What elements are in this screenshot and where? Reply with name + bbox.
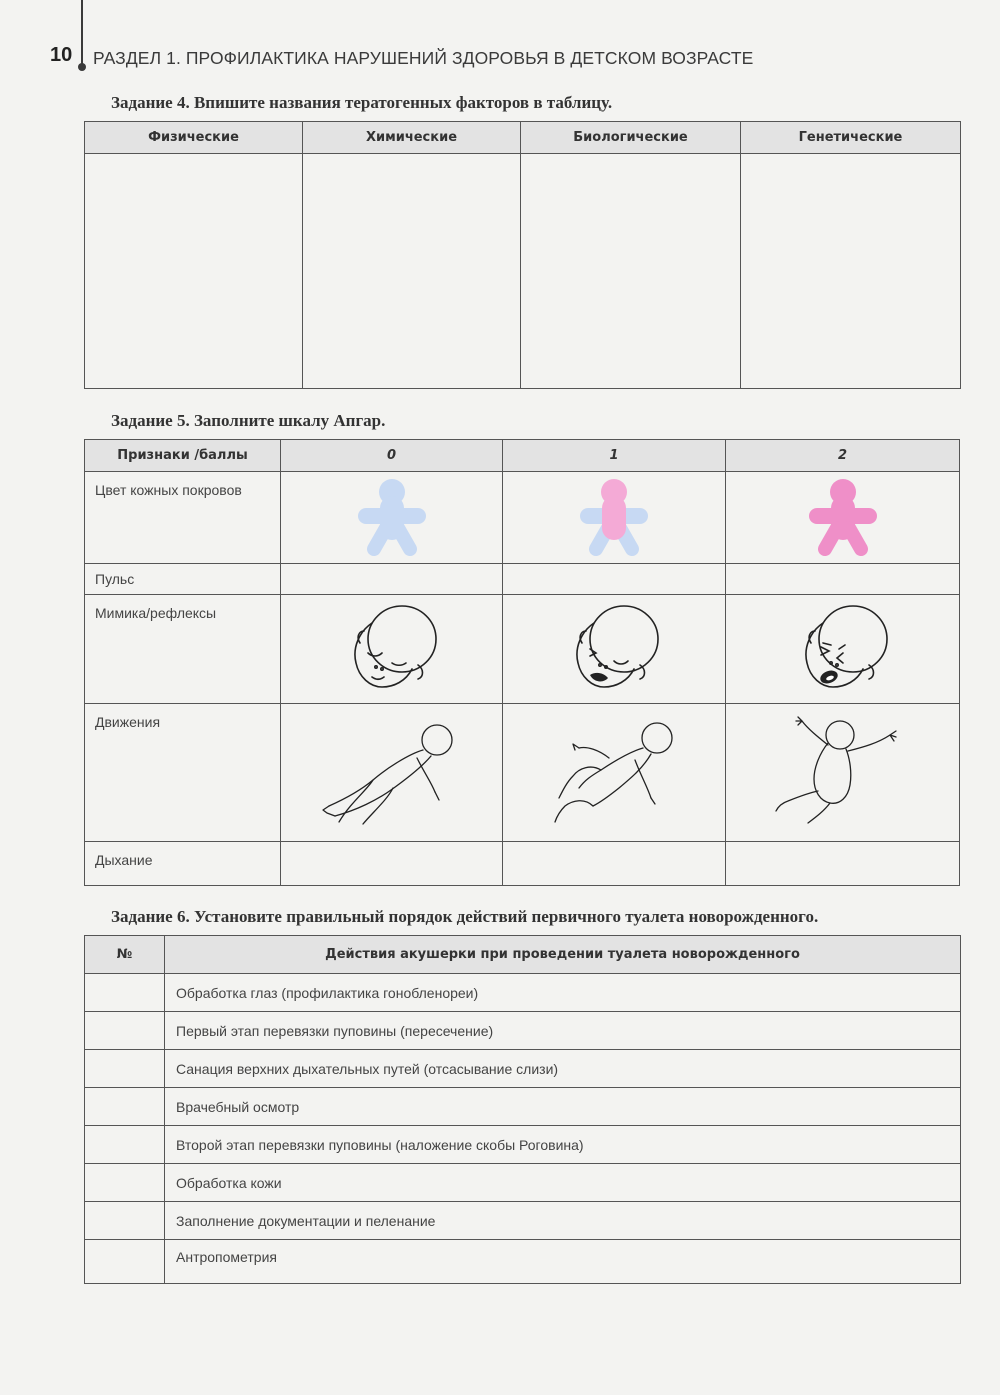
cell-reflex-2 <box>726 595 960 704</box>
table-row <box>85 1202 961 1240</box>
col-header-number: № <box>85 936 165 974</box>
col-header-biological: Биологические <box>521 122 741 154</box>
apgar-table <box>84 439 960 886</box>
col-header-chemical: Химические <box>303 122 521 154</box>
active-baby-icon <box>768 713 918 833</box>
order-number-cell[interactable] <box>85 1164 165 1202</box>
pink-baby-figure-icon <box>803 478 883 558</box>
table-row <box>85 842 960 886</box>
action-cell: Врачебный осмотр <box>165 1088 961 1126</box>
cell-pulse-0[interactable] <box>281 564 503 595</box>
row-label-breathing: Дыхание <box>85 842 281 886</box>
table-row <box>85 1088 961 1126</box>
cell-skin-0 <box>281 472 503 564</box>
action-cell: Санация верхних дыхательных путей (отсасывание слизи) <box>165 1050 961 1088</box>
action-cell: Обработка кожи <box>165 1164 961 1202</box>
margin-rule-dot <box>78 63 86 71</box>
action-cell: Антропометрия <box>165 1240 961 1284</box>
sleeping-baby-face-icon <box>342 603 442 695</box>
cell-reflex-0 <box>281 595 503 704</box>
cell-movement-2 <box>726 704 960 842</box>
task6-heading: Задание 6. Установите правильный порядок действий первичного туалета новорожденного. <box>111 907 819 926</box>
flexing-baby-icon <box>539 718 689 828</box>
table-row <box>85 1126 961 1164</box>
table-row <box>85 472 960 564</box>
margin-rule <box>81 0 83 64</box>
cell-reflex-1 <box>503 595 726 704</box>
col-header-genetic: Генетические <box>741 122 961 154</box>
table-row <box>85 1050 961 1088</box>
answer-cell-chemical[interactable] <box>303 154 521 389</box>
answer-cell-biological[interactable] <box>521 154 741 389</box>
table-header-row <box>85 440 960 472</box>
order-number-cell[interactable] <box>85 1240 165 1284</box>
table-row <box>85 1164 961 1202</box>
table-header-row <box>85 936 961 974</box>
cell-breathing-1[interactable] <box>503 842 726 886</box>
blue-baby-figure-icon <box>352 478 432 558</box>
col-header-signs: Признаки /баллы <box>85 440 281 472</box>
cell-movement-1 <box>503 704 726 842</box>
grimacing-baby-face-icon <box>564 603 664 695</box>
task4-heading: Задание 4. Впишите названия тератогенных факторов в таблицу. <box>111 93 613 112</box>
table-row <box>85 564 960 595</box>
teratogenic-factors-table <box>84 121 961 389</box>
cell-movement-0 <box>281 704 503 842</box>
col-header-physical: Физические <box>85 122 303 154</box>
col-header-actions: Действия акушерки при проведении туалета новорожденного <box>165 936 961 974</box>
cell-skin-1 <box>503 472 726 564</box>
order-number-cell[interactable] <box>85 1012 165 1050</box>
col-header-score-0: 0 <box>281 440 503 472</box>
cell-skin-2 <box>726 472 960 564</box>
order-number-cell[interactable] <box>85 1126 165 1164</box>
answer-cell-genetic[interactable] <box>741 154 961 389</box>
table-row <box>85 1012 961 1050</box>
action-cell: Второй этап перевязки пуповины (наложение скобы Роговина) <box>165 1126 961 1164</box>
cell-pulse-2[interactable] <box>726 564 960 595</box>
cell-breathing-2[interactable] <box>726 842 960 886</box>
row-label-pulse: Пульс <box>85 564 281 595</box>
section-title: РАЗДЕЛ 1. ПРОФИЛАКТИКА НАРУШЕНИЙ ЗДОРОВЬЯ В ДЕТСКОМ ВОЗРАСТЕ <box>93 48 754 68</box>
task5-heading: Задание 5. Заполните шкалу Апгар. <box>111 411 386 430</box>
order-number-cell[interactable] <box>85 974 165 1012</box>
col-header-score-2: 2 <box>726 440 960 472</box>
answer-row <box>85 154 961 389</box>
table-header-row <box>85 122 961 154</box>
action-cell: Первый этап перевязки пуповины (пересечение) <box>165 1012 961 1050</box>
row-label-movements: Движения <box>85 704 281 842</box>
col-header-score-1: 1 <box>503 440 726 472</box>
table-row <box>85 974 961 1012</box>
row-label-skin-color: Цвет кожных покровов <box>85 472 281 564</box>
row-label-reflexes: Мимика/рефлексы <box>85 595 281 704</box>
answer-cell-physical[interactable] <box>85 154 303 389</box>
limp-baby-icon <box>317 718 467 828</box>
table-row <box>85 595 960 704</box>
newborn-toilet-table <box>84 935 961 1284</box>
cell-breathing-0[interactable] <box>281 842 503 886</box>
order-number-cell[interactable] <box>85 1050 165 1088</box>
table-row <box>85 704 960 842</box>
order-number-cell[interactable] <box>85 1088 165 1126</box>
page-number: 10 <box>50 44 73 66</box>
crying-baby-face-icon <box>793 603 893 695</box>
action-cell: Заполнение документации и пеленание <box>165 1202 961 1240</box>
table-row <box>85 1240 961 1284</box>
order-number-cell[interactable] <box>85 1202 165 1240</box>
acrocyanosis-baby-figure-icon <box>574 478 654 558</box>
cell-pulse-1[interactable] <box>503 564 726 595</box>
action-cell: Обработка глаз (профилактика гонобленореи) <box>165 974 961 1012</box>
